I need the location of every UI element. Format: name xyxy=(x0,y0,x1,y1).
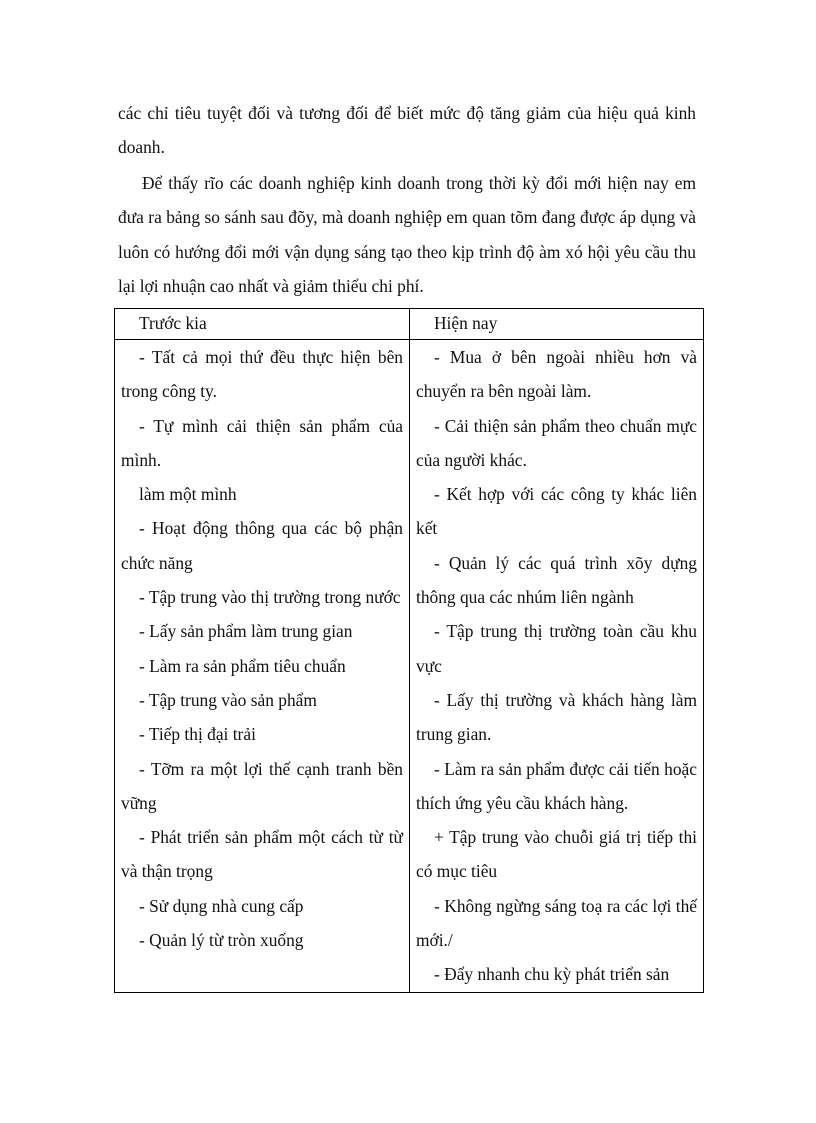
before-item: - Tập trung vào thị trường trong nước xyxy=(139,587,401,608)
now-item: + Tập trung vào chuỗi giá trị tiếp thi có mục tiêu xyxy=(416,827,697,882)
before-item: - Tiếp thị đại trải xyxy=(139,724,256,745)
now-item: - Đẩy nhanh chu kỳ phát triển sản xyxy=(434,964,670,985)
now-item: - Cải thiện sản phẩm theo chuẩn mực của người khác. xyxy=(416,415,697,470)
now-column-cell xyxy=(410,340,704,993)
before-item: - Tự mình cải thiện sản phẩm của mình. xyxy=(121,415,403,470)
before-item: - Phát triển sản phẩm một cách từ từ và thận trọng xyxy=(121,827,403,882)
comparison-table xyxy=(114,308,704,993)
paragraph-continuation: các chỉ tiêu tuyệt đối và tương đối để biết mức độ tăng giảm của hiệu quả kinh doanh. xyxy=(118,103,696,158)
column-header-before: Trước kia xyxy=(115,309,410,340)
table-header-row xyxy=(115,309,704,340)
before-item: - Sử dụng nhà cung cấp xyxy=(139,895,304,916)
table-row xyxy=(115,340,704,993)
paragraph-intro: Để thấy rĩo các doanh nghiệp kinh doanh trong thời kỳ đổi mới hiện nay em đưa ra bảng so sánh sau đõy, mà doanh nghiệp em quan tõm đang được áp dụng và luôn có hướng đổi mới vận dụng sáng tạo theo kịp trình độ àm xó hội yêu cầu thu lại lợi nhuận cao nhất và giảm thiểu chi phí. xyxy=(118,173,696,296)
before-item: - Hoạt động thông qua các bộ phận chức năng xyxy=(121,518,403,573)
now-item: - Kết hợp với các công ty khác liên kết xyxy=(416,484,697,539)
before-item: - Làm ra sản phẩm tiêu chuẩn xyxy=(139,655,346,676)
before-item: - Tất cả mọi thứ đều thực hiện bên trong công ty. xyxy=(121,347,403,402)
before-item: - Tỡm ra một lợi thế cạnh tranh bền vững xyxy=(121,758,403,813)
now-item: - Làm ra sản phẩm được cải tiến hoặc thích ứng yêu cầu khách hàng. xyxy=(416,758,697,813)
now-item: - Lấy thị trường và khách hàng làm trung gian. xyxy=(416,689,697,745)
now-item: - Tập trung thị trường toàn cầu khu vực xyxy=(416,621,697,676)
now-item: - Quản lý các quá trình xõy dựng thông qua các nhúm liên ngành xyxy=(416,552,697,608)
before-item: - Lấy sản phẩm làm trung gian xyxy=(139,621,353,642)
before-column-cell xyxy=(115,340,410,993)
now-item: - Không ngừng sáng toạ ra các lợi thế mới./ xyxy=(416,895,697,951)
before-item: - Quản lý từ tròn xuống xyxy=(139,930,304,951)
now-item: - Mua ở bên ngoài nhiều hơn và chuyển ra bên ngoài làm. xyxy=(416,347,697,402)
before-item: làm một mình xyxy=(139,484,237,505)
before-item: - Tập trung vào sản phẩm xyxy=(139,689,317,710)
column-header-now: Hiện nay xyxy=(410,309,704,340)
